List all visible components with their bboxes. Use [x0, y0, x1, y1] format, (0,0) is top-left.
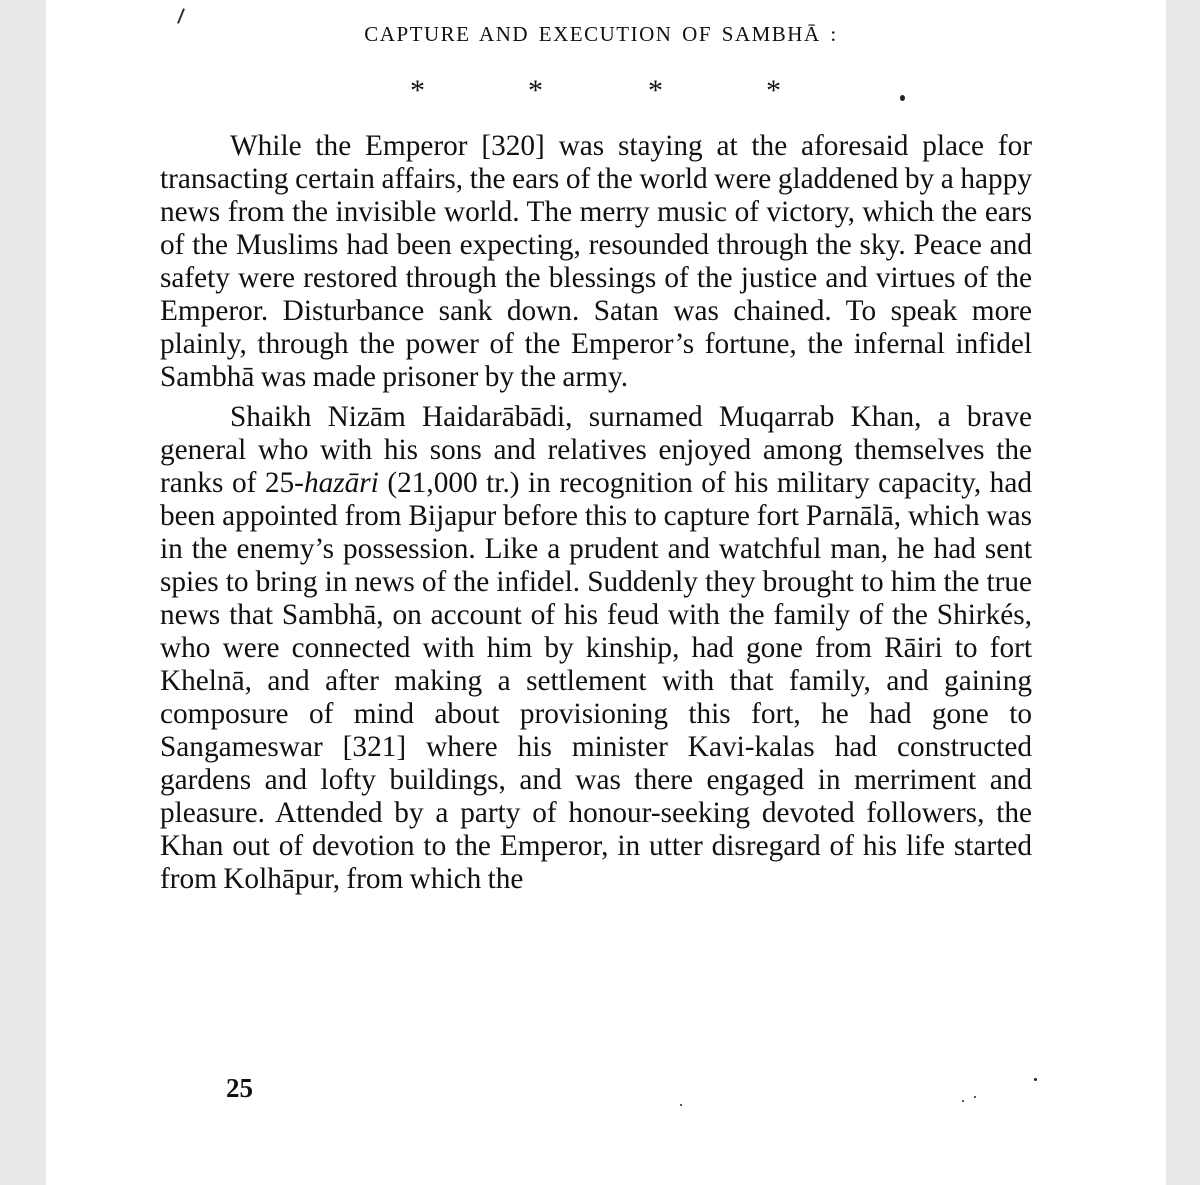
- paragraph-text: Shaikh Nizām Haidarābādi, surnamed Muqarrab Khan, a brave general who with his sons and relatives enjoyed among themselves the ranks of 25-: [160, 401, 1032, 499]
- italic-term: hazāri: [303, 467, 379, 499]
- page-number: 25: [226, 1073, 253, 1103]
- paragraph: [160, 130, 1032, 394]
- body-text: [160, 130, 1032, 896]
- book-page: [46, 0, 1166, 1185]
- ornament-asterisk: *: [410, 74, 425, 107]
- scan-speck: [1034, 1078, 1037, 1081]
- ornament-dot: [900, 95, 905, 101]
- paragraph-text: While the Emperor [320] was staying at the aforesaid place for transacting certain affairs, the ears of the world were gladdened by a happy news from the invisible world. The merry music of victory, which the ears of the Muslims had been expecting, resounded through the sky. Peace and safety were restored through the blessings of the justice and virtues of the Emperor. Disturbance sank down. Satan was chained. To speak more plainly, through the power of the Emperor’s fortune, the infernal infidel Sambhā was made prisoner by the army.: [160, 130, 1032, 393]
- ornament-asterisk: *: [528, 74, 543, 107]
- paragraph: [160, 401, 1032, 896]
- ornament-asterisk: *: [766, 74, 781, 107]
- scan-speck: [974, 1096, 976, 1098]
- scan-speck: [680, 1104, 682, 1106]
- scan-speck: [962, 1100, 964, 1102]
- paragraph-text: (21,000 tr.) in recognition of his military capacity, had been appointed from Bijapur before this to capture fort Parnālā, which was in the enemy’s possession. Like a prudent and watchful man, he had sent spies to bring in news of the infidel. Suddenly they brought to him the true news that Sambhā, on account of his feud with the family of the Shirkés, who were connected with him by kinship, had gone from Rāiri to fort Khelnā, and after making a settlement with that family, and gaining composure of mind about provisioning this fort, he had gone to Sangameswar [321] where his minister Kavi-kalas had constructed gardens and lofty buildings, and was there engaged in merriment and pleasure. Attended by a party of honour-seeking devoted followers, the Khan out of devotion to the Emperor, in utter disregard of his life started from Kolhāpur, from which the: [160, 467, 1032, 895]
- ornament-asterisk: *: [648, 74, 663, 107]
- section-ornament: [46, 76, 1166, 106]
- running-header: CAPTURE AND EXECUTION OF SAMBHĀ :: [364, 22, 838, 46]
